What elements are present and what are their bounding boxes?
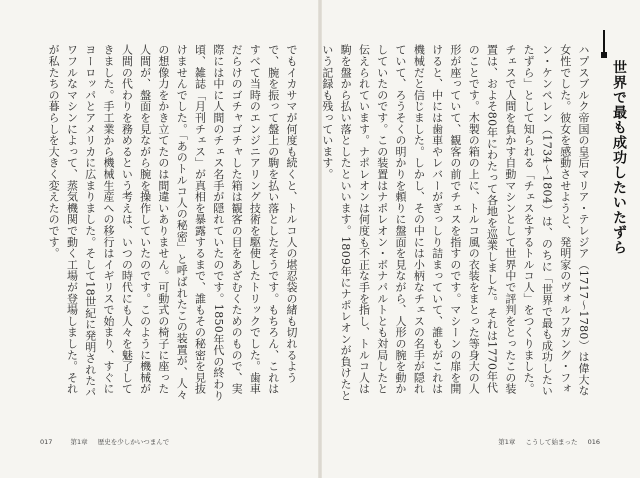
- left-page: [0, 0, 318, 478]
- left-page-body-text: でもイカサマが何度も続くと、トルコ人の堪忍袋の緒も切れるようで、腕を振って盤上の駒を払い落としたそうです。もちろん、これはすべて当時のエンジニアリング技術を駆使したトリックでした。歯車だらけのゴチャゴチャした箱は観客の目をあざむくためのもので、実際には中に人間のチェス名手が隠れていたのです。1850年代の終わり頃、雑誌「月刊チェス」が真相を暴露するまで、誰もその秘密を見抜けませんでした。「あのトルコ人の秘密」と呼ばれたこの装置が、人々の想像力をかき立てたのは間違いありません。可動式の椅子に座った人間が、盤面を見ながら腕を操作していたのです。このように機械が人間の代わりを務めるという考えは、いつの時代にも人々を魅了してきました。手工業から機械生産への移行はイギリスで始まり、すぐにヨーロッパとアメリカに広まりました。そして18世紀に発明されたパワフルなマシンによって、蒸気機関で動く工場が登場しました。それが私たちの暮らしを大きく変えたのです。: [47, 44, 298, 401]
- right-page-body-text: ハプスブルク帝国の皇后マリア・テレジア（1717〜1780）は偉大な女性でした。彼女を感動させようと、発明家のヴォルフガング・フォン・ケンペレン（1734〜1804）は、のちに「世界で最も成功したいたずら」として知られる「チェスをするトルコ人」をつくりました。チェスで人間を負かす自動マシンとして世界中で評判をとったこの装置は、およそ80年にわたって各地を巡業しました。それは1770年代のことです。木製の箱の上に、トルコ風の衣装をまとった等身大の人形が座っていて、観客の前でチェスを指すのです。マシーンの扉を開けると、中には歯車やレバーがぎっしり詰まっていて、誰もがこれは機械だと信じました。しかし、その中には小柄なチェスの名手が隠れていて、ろうそくの明かりを頼りに盤面を見ながら、人形の腕を動かしていたのです。この装置はナポレオン・ボナパルトとも対局したと伝えられています。ナポレオンは何度も不正な手を指し、トルコ人は駒を盤から払い落としたといいます。1809年にナポレオンが負けたという記録も残っています。: [320, 44, 590, 401]
- left-chapter-label: 第1章: [70, 438, 88, 446]
- left-page-footer: [40, 437, 169, 446]
- heading-marker-icon: [601, 52, 607, 58]
- heading-rule: [603, 30, 605, 52]
- left-running-title: 歴史を少しかいつまんで: [97, 438, 170, 446]
- right-running-title: こうして始まった: [525, 438, 578, 446]
- right-page: [322, 0, 640, 478]
- right-chapter-label: 第1章: [498, 438, 516, 446]
- section-heading: 世界で最も成功したいたずら: [611, 60, 627, 255]
- right-page-footer: [498, 437, 600, 446]
- left-page-number: 017: [40, 438, 53, 446]
- right-page-number: 016: [587, 438, 600, 446]
- section-heading-block: [601, 30, 629, 270]
